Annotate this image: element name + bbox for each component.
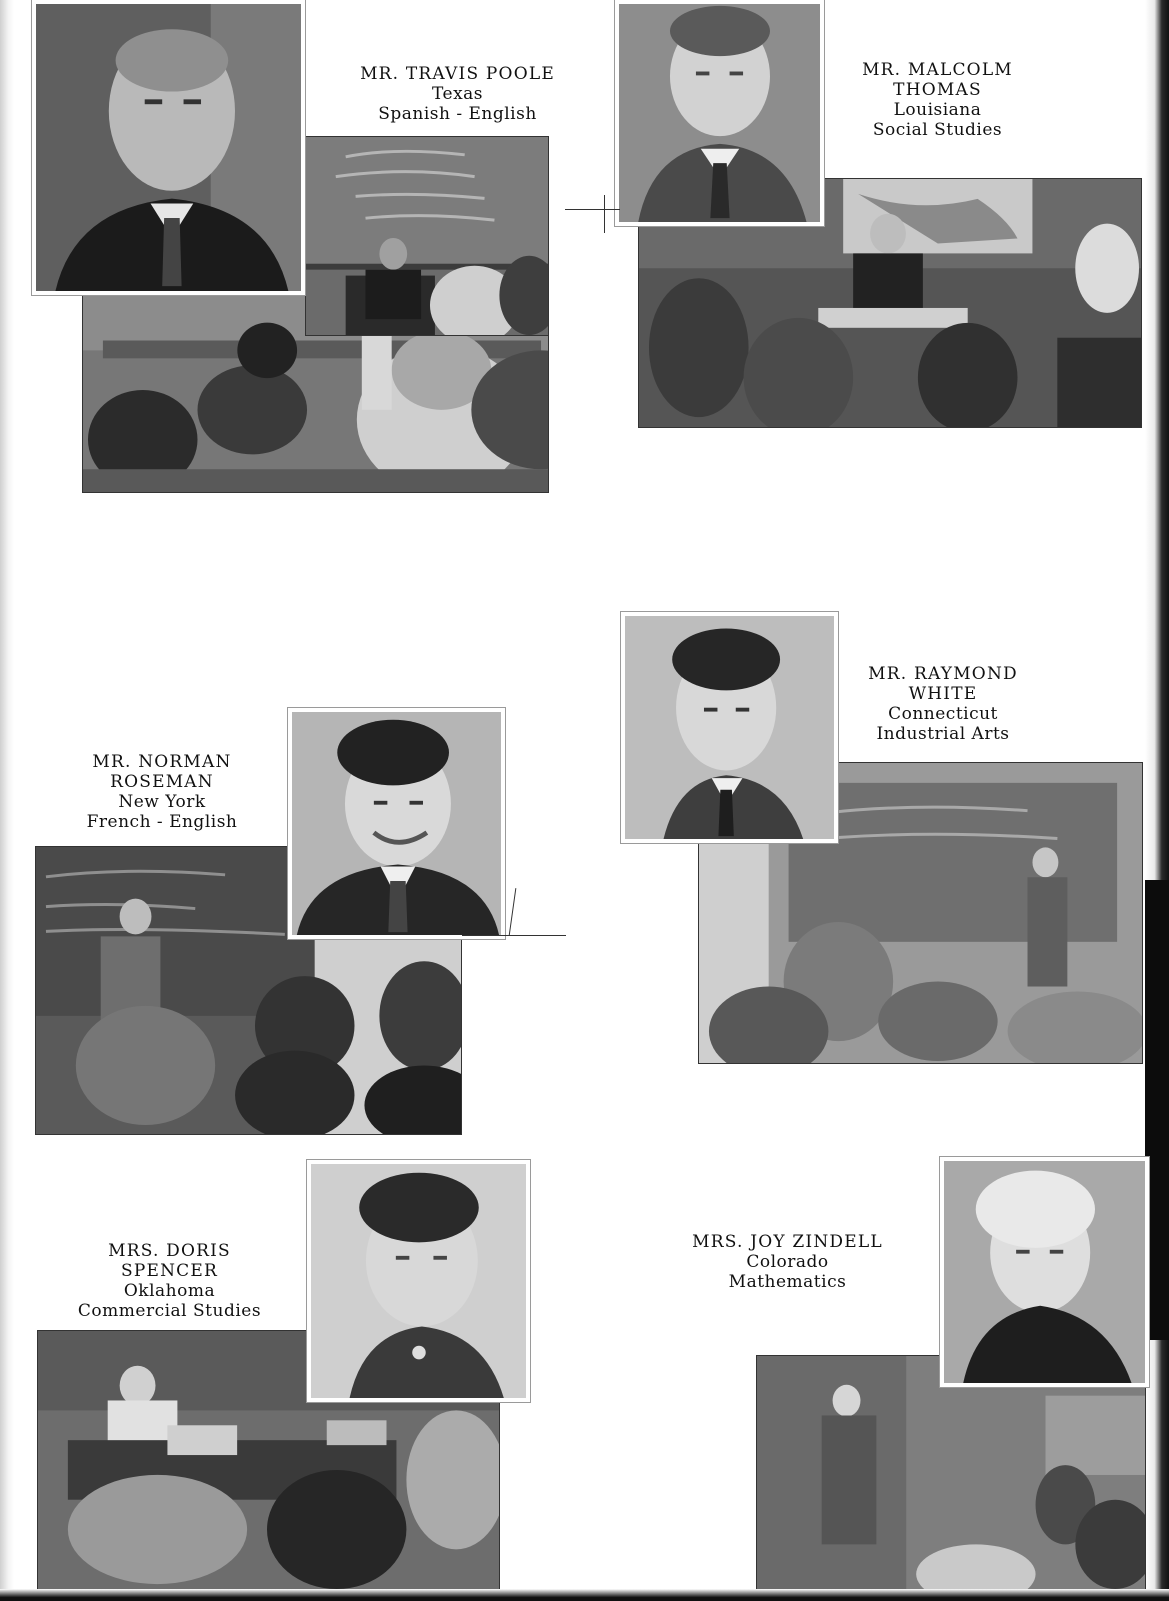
caption-spencer bbox=[57, 1241, 282, 1321]
teacher-first-name: MALCOLM bbox=[907, 60, 1013, 80]
portrait-photo-thomas bbox=[615, 0, 824, 226]
portrait-photo-white bbox=[621, 612, 838, 843]
portrait-photo-roseman bbox=[288, 708, 505, 939]
pencil-mark bbox=[462, 935, 566, 936]
pencil-mark-tick bbox=[509, 888, 517, 936]
teacher-name bbox=[665, 1232, 910, 1252]
teacher-first-name: NORMAN bbox=[138, 752, 232, 772]
portrait-photo-zindell bbox=[940, 1157, 1149, 1387]
teacher-subject: Spanish - English bbox=[378, 104, 537, 124]
teacher-name bbox=[62, 752, 262, 772]
teacher-state: Texas bbox=[431, 84, 484, 104]
teacher-title: MR. bbox=[360, 64, 400, 84]
teacher-first-name: DORIS bbox=[166, 1241, 231, 1261]
pencil-mark-tick bbox=[604, 195, 605, 233]
page-bottom-edge bbox=[0, 1589, 1169, 1601]
page-edge-shadow-left bbox=[0, 0, 14, 1601]
teacher-state: Louisiana bbox=[893, 100, 982, 120]
teacher-state: Colorado bbox=[746, 1252, 829, 1272]
teacher-last-name: SPENCER bbox=[121, 1261, 218, 1281]
teacher-subject: French - English bbox=[86, 812, 238, 832]
teacher-name bbox=[838, 664, 1048, 684]
classroom-chalkboard-photo-poole bbox=[305, 136, 549, 336]
teacher-name bbox=[330, 64, 585, 84]
teacher-title: MRS. bbox=[108, 1241, 160, 1261]
caption-zindell bbox=[665, 1232, 910, 1292]
teacher-last-name: THOMAS bbox=[893, 80, 982, 100]
teacher-title: MR. bbox=[92, 752, 132, 772]
caption-thomas bbox=[835, 60, 1040, 140]
teacher-state: New York bbox=[118, 792, 206, 812]
teacher-state: Connecticut bbox=[888, 704, 998, 724]
teacher-last-name: ROSEMAN bbox=[110, 772, 214, 792]
teacher-title: MRS. bbox=[692, 1232, 744, 1252]
teacher-name bbox=[835, 60, 1040, 80]
pencil-mark bbox=[565, 209, 620, 210]
teacher-last-name: ZINDELL bbox=[792, 1232, 883, 1252]
teacher-title: MR. bbox=[862, 60, 902, 80]
teacher-last-name: POOLE bbox=[485, 64, 555, 84]
portrait-photo-spencer bbox=[307, 1160, 530, 1402]
teacher-state: Oklahoma bbox=[123, 1281, 216, 1301]
teacher-title: MR. bbox=[868, 664, 908, 684]
classroom-photo-zindell bbox=[756, 1355, 1146, 1590]
teacher-first-name: RAYMOND bbox=[913, 664, 1018, 684]
teacher-last-name: WHITE bbox=[908, 684, 978, 704]
caption-roseman bbox=[62, 752, 262, 832]
teacher-subject: Industrial Arts bbox=[876, 724, 1010, 744]
caption-poole bbox=[330, 64, 585, 124]
teacher-subject: Mathematics bbox=[728, 1272, 847, 1292]
teacher-subject: Social Studies bbox=[872, 120, 1003, 140]
teacher-first-name: JOY bbox=[750, 1232, 786, 1252]
teacher-subject: Commercial Studies bbox=[77, 1301, 262, 1321]
teacher-first-name: TRAVIS bbox=[405, 64, 480, 84]
teacher-name bbox=[57, 1241, 282, 1261]
caption-white bbox=[838, 664, 1048, 744]
portrait-photo-poole bbox=[32, 0, 305, 295]
